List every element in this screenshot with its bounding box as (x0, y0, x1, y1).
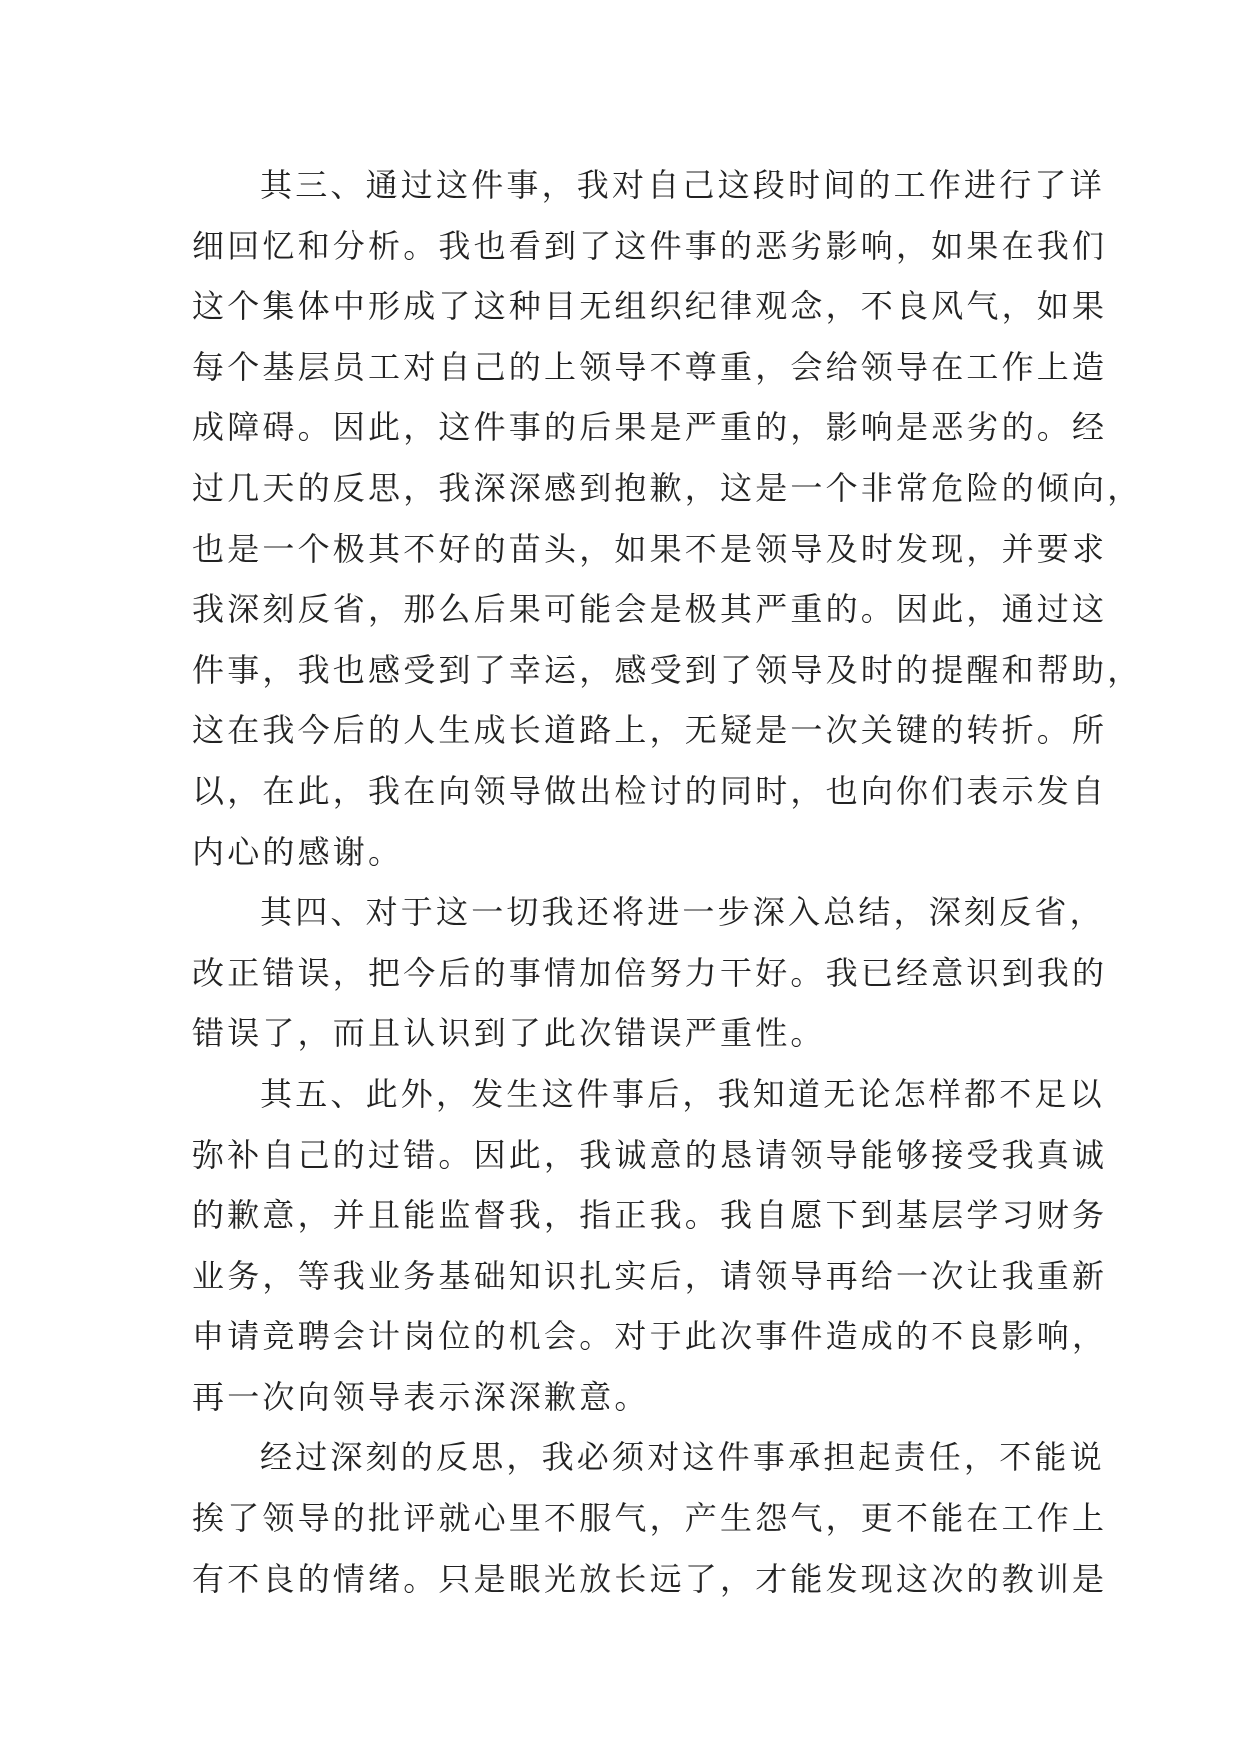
paragraph-line: 成障碍。因此，这件事的后果是严重的，影响是恶劣的。经 (192, 408, 1108, 447)
paragraph-line: 业务，等我业务基础知识扎实后，请领导再给一次让我重新 (192, 1256, 1108, 1295)
paragraph-line: 也是一个极其不好的苗头，如果不是领导及时发现，并要求 (192, 529, 1108, 568)
paragraph-line: 其四、对于这一切我还将进一步深入总结，深刻反省， (260, 893, 1105, 932)
paragraph-line: 其五、此外，发生这件事后，我知道无论怎样都不足以 (260, 1074, 1105, 1113)
paragraph-line: 其三、通过这件事，我对自己这段时间的工作进行了详 (260, 166, 1105, 204)
paragraph-line: 这在我今后的人生成长道路上，无疑是一次关键的转折。所 (192, 711, 1108, 750)
paragraph-line: 件事，我也感受到了幸运，感受到了领导及时的提醒和帮助， (192, 650, 1143, 689)
paragraph-line: 我深刻反省，那么后果可能会是极其严重的。因此，通过这 (192, 590, 1108, 629)
paragraph-line: 这个集体中形成了这种目无组织纪律观念，不良风气，如果 (192, 287, 1108, 326)
paragraph-line: 的歉意，并且能监督我，指正我。我自愿下到基层学习财务 (192, 1196, 1108, 1235)
paragraph-five (192, 1064, 1108, 1428)
paragraph-line: 有不良的情绪。只是眼光放长远了，才能发现这次的教训是 (192, 1559, 1108, 1598)
paragraph-line: 改正错误，把今后的事情加倍努力干好。我已经意识到我的 (192, 953, 1108, 992)
paragraph-line: 过几天的反思，我深深感到抱歉，这是一个非常危险的倾向， (192, 468, 1143, 507)
document-body (192, 155, 1143, 1609)
paragraph-line: 内心的感谢。 (192, 832, 404, 871)
paragraph-line: 再一次向领导表示深深歉意。 (192, 1377, 650, 1416)
paragraph-line: 每个基层员工对自己的上领导不尊重，会给领导在工作上造 (192, 347, 1108, 386)
paragraph-four (192, 882, 1108, 1064)
paragraph-line: 弥补自己的过错。因此，我诚意的恳请领导能够接受我真诚 (192, 1135, 1108, 1174)
paragraph-line: 以，在此，我在向领导做出检讨的同时，也向你们表示发自 (192, 771, 1108, 810)
paragraph-line: 细回忆和分析。我也看到了这件事的恶劣影响，如果在我们 (192, 226, 1108, 265)
paragraph-reflection (192, 1427, 1108, 1609)
paragraph-line: 挨了领导的批评就心里不服气，产生怨气，更不能在工作上 (192, 1499, 1108, 1538)
paragraph-line: 错误了，而且认识到了此次错误严重性。 (192, 1014, 826, 1053)
paragraph-line: 申请竞聘会计岗位的机会。对于此次事件造成的不良影响， (192, 1317, 1108, 1356)
paragraph-line: 经过深刻的反思，我必须对这件事承担起责任，不能说 (260, 1438, 1105, 1477)
paragraph-three (192, 155, 1143, 882)
